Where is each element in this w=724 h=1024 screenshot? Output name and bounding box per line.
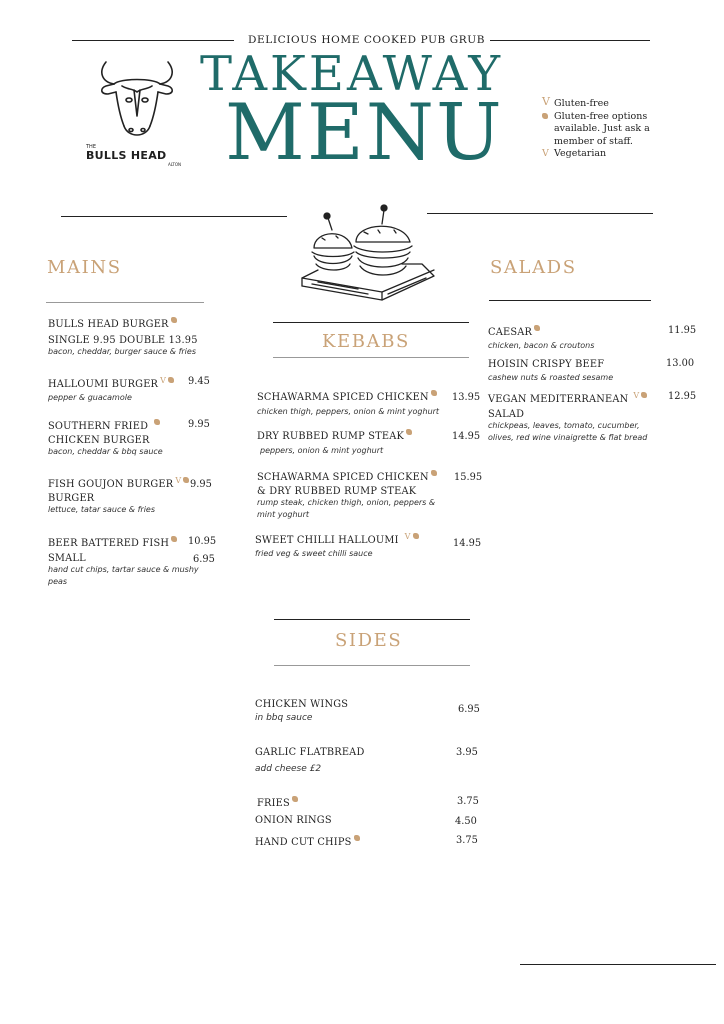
tagline: DELICIOUS HOME COOKED PUB GRUB	[248, 34, 486, 46]
item-desc: add cheese £2	[255, 764, 322, 774]
item-price: 12.95	[668, 391, 697, 402]
item-desc: peppers, onion & mint yoghurt	[260, 446, 384, 455]
item-price: 4.50	[455, 816, 477, 827]
salads-rule	[489, 300, 651, 301]
item-desc: fried veg & sweet chilli sauce	[255, 549, 373, 558]
burger-illustration-icon	[298, 200, 440, 306]
item-desc: bacon, cheddar, burger sauce & fries	[48, 347, 196, 356]
kebabs-heading: KEBABS	[322, 331, 410, 352]
item-name-line2: & DRY RUBBED RUMP STEAK	[257, 486, 417, 497]
item-price-small: 6.95	[193, 554, 215, 565]
item-price: 10.95	[188, 536, 217, 547]
item-desc: in bbq sauce	[255, 713, 313, 723]
gluten-free-options-icon	[431, 390, 437, 396]
item-price: 11.95	[668, 325, 697, 336]
gluten-free-options-icon	[171, 536, 177, 542]
item-name: FRIES	[257, 798, 290, 809]
menu-item	[48, 536, 208, 588]
legend-gluten-free: Gluten-free	[554, 98, 609, 109]
menu-item	[255, 699, 455, 724]
gluten-free-icon: V	[542, 95, 550, 108]
legend-gluten-free-options: Gluten-free options available. Just ask a member of staff.	[554, 110, 650, 147]
gluten-free-options-icon	[292, 796, 298, 802]
item-name: CAESAR	[488, 327, 533, 338]
sides-rule-bottom	[274, 665, 470, 666]
logo-top-text: THE	[86, 144, 96, 150]
menu-item	[257, 390, 457, 418]
item-price: 3.95	[456, 747, 478, 758]
item-name: DRY RUBBED RUMP STEAK	[257, 431, 405, 442]
item-name: HALLOUMI BURGER	[48, 379, 159, 390]
footer-rule	[520, 964, 716, 965]
item-sizes: SINGLE 9.95 DOUBLE 13.95	[48, 335, 198, 346]
item-name: HOISIN CRISPY BEEF	[488, 359, 605, 370]
item-price: 6.95	[458, 704, 480, 715]
menu-item	[257, 470, 437, 521]
divider-right	[427, 213, 653, 214]
title-menu: MENU	[225, 88, 504, 178]
item-name: ONION RINGS	[255, 815, 332, 826]
legend-vegetarian: Vegetarian	[554, 148, 607, 159]
vegetarian-icon: V	[633, 391, 640, 400]
kebabs-rule-top	[273, 322, 469, 323]
kebabs-rule-bottom	[273, 357, 469, 358]
item-desc: cashew nuts & roasted sesame	[488, 373, 614, 382]
item-price: 13.00	[666, 358, 695, 369]
item-desc: hand cut chips, tartar sauce & mushy peas	[48, 565, 199, 586]
item-name: FISH GOUJON BURGER	[48, 479, 174, 490]
header-rule-left	[72, 40, 234, 41]
item-price: 9.95	[188, 419, 210, 430]
header-rule-right	[490, 40, 650, 41]
menu-item	[257, 429, 457, 457]
item-price: 14.95	[453, 538, 482, 549]
menu-item	[488, 391, 658, 444]
divider-left	[61, 216, 287, 217]
item-desc: chicken thigh, peppers, onion & mint yoghurt	[257, 407, 440, 416]
gluten-free-options-icon	[154, 419, 160, 425]
vegetarian-icon: V	[160, 376, 167, 385]
item-desc: bacon, cheddar & bbq sauce	[48, 447, 163, 456]
item-price: 9.45	[188, 376, 210, 387]
gluten-free-options-icon	[406, 429, 412, 435]
item-name: SCHAWARMA SPICED CHICKEN	[257, 392, 429, 403]
item-name: HAND CUT CHIPS	[255, 837, 352, 848]
item-name: BULLS HEAD BURGER	[48, 319, 169, 330]
item-desc: lettuce, tatar sauce & fries	[48, 505, 156, 514]
logo-name: BULLS HEAD	[86, 149, 167, 162]
item-name: SWEET CHILLI HALLOUMI	[255, 535, 399, 546]
menu-item	[488, 359, 668, 384]
vegetarian-icon: V	[404, 532, 411, 541]
menu-item	[255, 835, 360, 848]
item-name-line2: SMALL	[48, 553, 86, 564]
item-name: VEGAN MEDITERRANEAN	[488, 394, 629, 405]
gluten-free-options-icon	[534, 325, 540, 331]
menu-item	[488, 325, 668, 352]
salads-heading: SALADS	[490, 257, 577, 278]
sides-heading: SIDES	[335, 630, 403, 651]
gluten-free-options-icon	[431, 470, 437, 476]
logo	[84, 56, 190, 166]
menu-item	[255, 747, 455, 775]
legend	[540, 95, 650, 161]
item-name: GARLIC FLATBREAD	[255, 747, 365, 758]
gluten-free-options-icon	[171, 317, 177, 323]
menu-item	[48, 317, 218, 358]
item-name: BEER BATTERED FISH	[48, 538, 170, 549]
item-name: SOUTHERN FRIED	[48, 421, 149, 432]
gluten-free-options-icon	[542, 113, 548, 119]
vegetarian-icon: V	[175, 476, 182, 485]
menu-item	[257, 796, 298, 809]
gluten-free-options-icon	[168, 377, 174, 383]
item-name: CHICKEN WINGS	[255, 699, 349, 710]
item-name: SCHAWARMA SPICED CHICKEN	[257, 472, 429, 483]
item-desc: rump steak, chicken thigh, onion, peppers & mint yoghurt	[257, 498, 436, 519]
item-desc: chickpeas, leaves, tomato, cucumber, olives, red wine vinaigrette & flat bread	[488, 421, 648, 442]
item-price: 3.75	[457, 796, 479, 807]
gluten-free-options-icon	[183, 477, 189, 483]
mains-rule	[46, 302, 204, 303]
item-desc: pepper & guacamole	[48, 393, 132, 402]
mains-heading: MAINS	[47, 257, 122, 278]
item-price: 15.95	[454, 472, 483, 483]
bull-head-icon	[84, 56, 190, 144]
item-price: 13.95	[452, 392, 481, 403]
sides-rule-top	[274, 619, 470, 620]
menu-item	[255, 815, 332, 826]
vegetarian-icon: V	[542, 148, 549, 159]
gluten-free-options-icon	[354, 835, 360, 841]
item-name-line2: SALAD	[488, 409, 525, 420]
item-name-line2: CHICKEN BURGER	[48, 435, 150, 446]
item-price: 9.95	[190, 479, 212, 490]
item-price: 3.75	[456, 835, 478, 846]
gluten-free-options-icon	[413, 533, 419, 539]
menu-item	[255, 532, 455, 560]
title-takeaway: TAKEAWAY	[200, 46, 504, 102]
item-price: 14.95	[452, 431, 481, 442]
logo-town: ALTON	[168, 162, 181, 167]
item-desc: chicken, bacon & croutons	[488, 341, 595, 350]
gluten-free-options-icon	[641, 392, 647, 398]
item-name-line2: BURGER	[48, 493, 95, 504]
